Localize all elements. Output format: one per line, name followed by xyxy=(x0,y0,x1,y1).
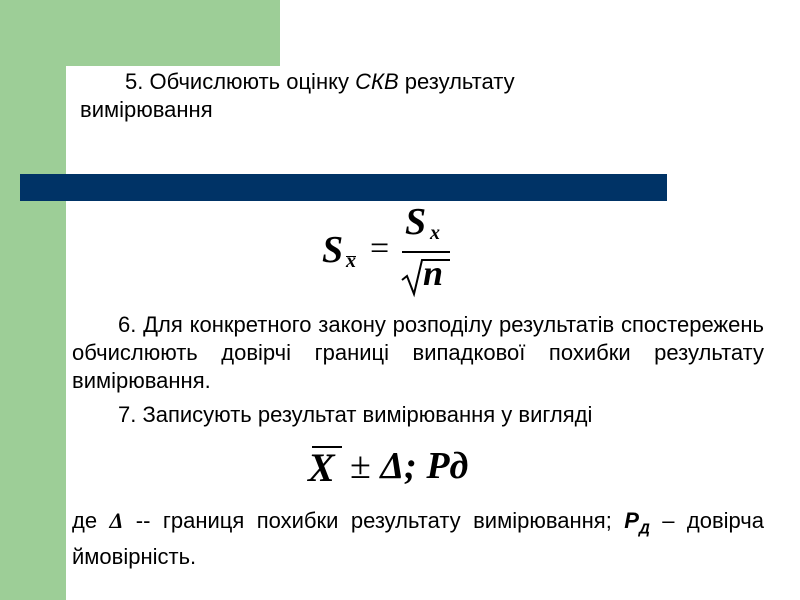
definitions-paragraph xyxy=(72,507,764,571)
formula-2-plus-minus: ± xyxy=(350,445,371,487)
formula-2-mean-symbol: X xyxy=(308,445,335,490)
formula-1-denominator: n xyxy=(423,253,444,293)
item-5-text-after: результату xyxy=(404,69,515,94)
formula-1-numerator-symbol: S xyxy=(405,201,427,243)
definitions-prefix: де xyxy=(72,508,98,533)
definitions-p-subscript: Д xyxy=(638,520,650,538)
formula-result-notation xyxy=(306,440,486,490)
item-5-line-1 xyxy=(80,68,620,96)
item-5-paragraph xyxy=(80,68,620,124)
item-7-paragraph: 7. Записують результат вимірювання у вигляді xyxy=(118,402,593,427)
formula-2-rest xyxy=(350,444,468,488)
formula-1-lhs-subscript-bar xyxy=(346,256,356,257)
item-5-text-before: Обчислюють оцінку xyxy=(149,69,349,94)
formula-2-probability: Pд xyxy=(426,445,469,487)
item-5-skv-abbrev: СКВ xyxy=(355,69,399,94)
background-top-right xyxy=(280,0,800,66)
definitions-delta-symbol: Δ xyxy=(109,508,124,533)
formula-1-lhs-subscript: x xyxy=(346,250,356,272)
definitions-delta-text: -- границя похибки результату вимірювання; xyxy=(135,508,612,533)
item-5-line-2: вимірювання xyxy=(80,97,213,122)
formula-1-equals: = xyxy=(370,230,390,267)
item-6-paragraph: 6. Для конкретного закону розподілу результатів спостережень обчислюють довірчі границі випадкової похибки результату вимірювання. xyxy=(72,312,764,393)
formula-1-numerator-subscript: x xyxy=(430,222,440,244)
definitions-p-text: – довірча ймовірність. xyxy=(72,508,764,570)
formula-1-lhs-symbol: S xyxy=(322,229,344,271)
divider-bar-rounded-cap xyxy=(20,174,54,201)
divider-bar xyxy=(20,174,667,201)
definitions-p-symbol: Р xyxy=(624,508,639,533)
formula-std-error-of-mean xyxy=(322,201,482,301)
item-5-number: 5. xyxy=(125,69,144,94)
formula-2-mean-bar xyxy=(312,446,342,448)
formula-2-delta: Δ; xyxy=(380,445,417,487)
